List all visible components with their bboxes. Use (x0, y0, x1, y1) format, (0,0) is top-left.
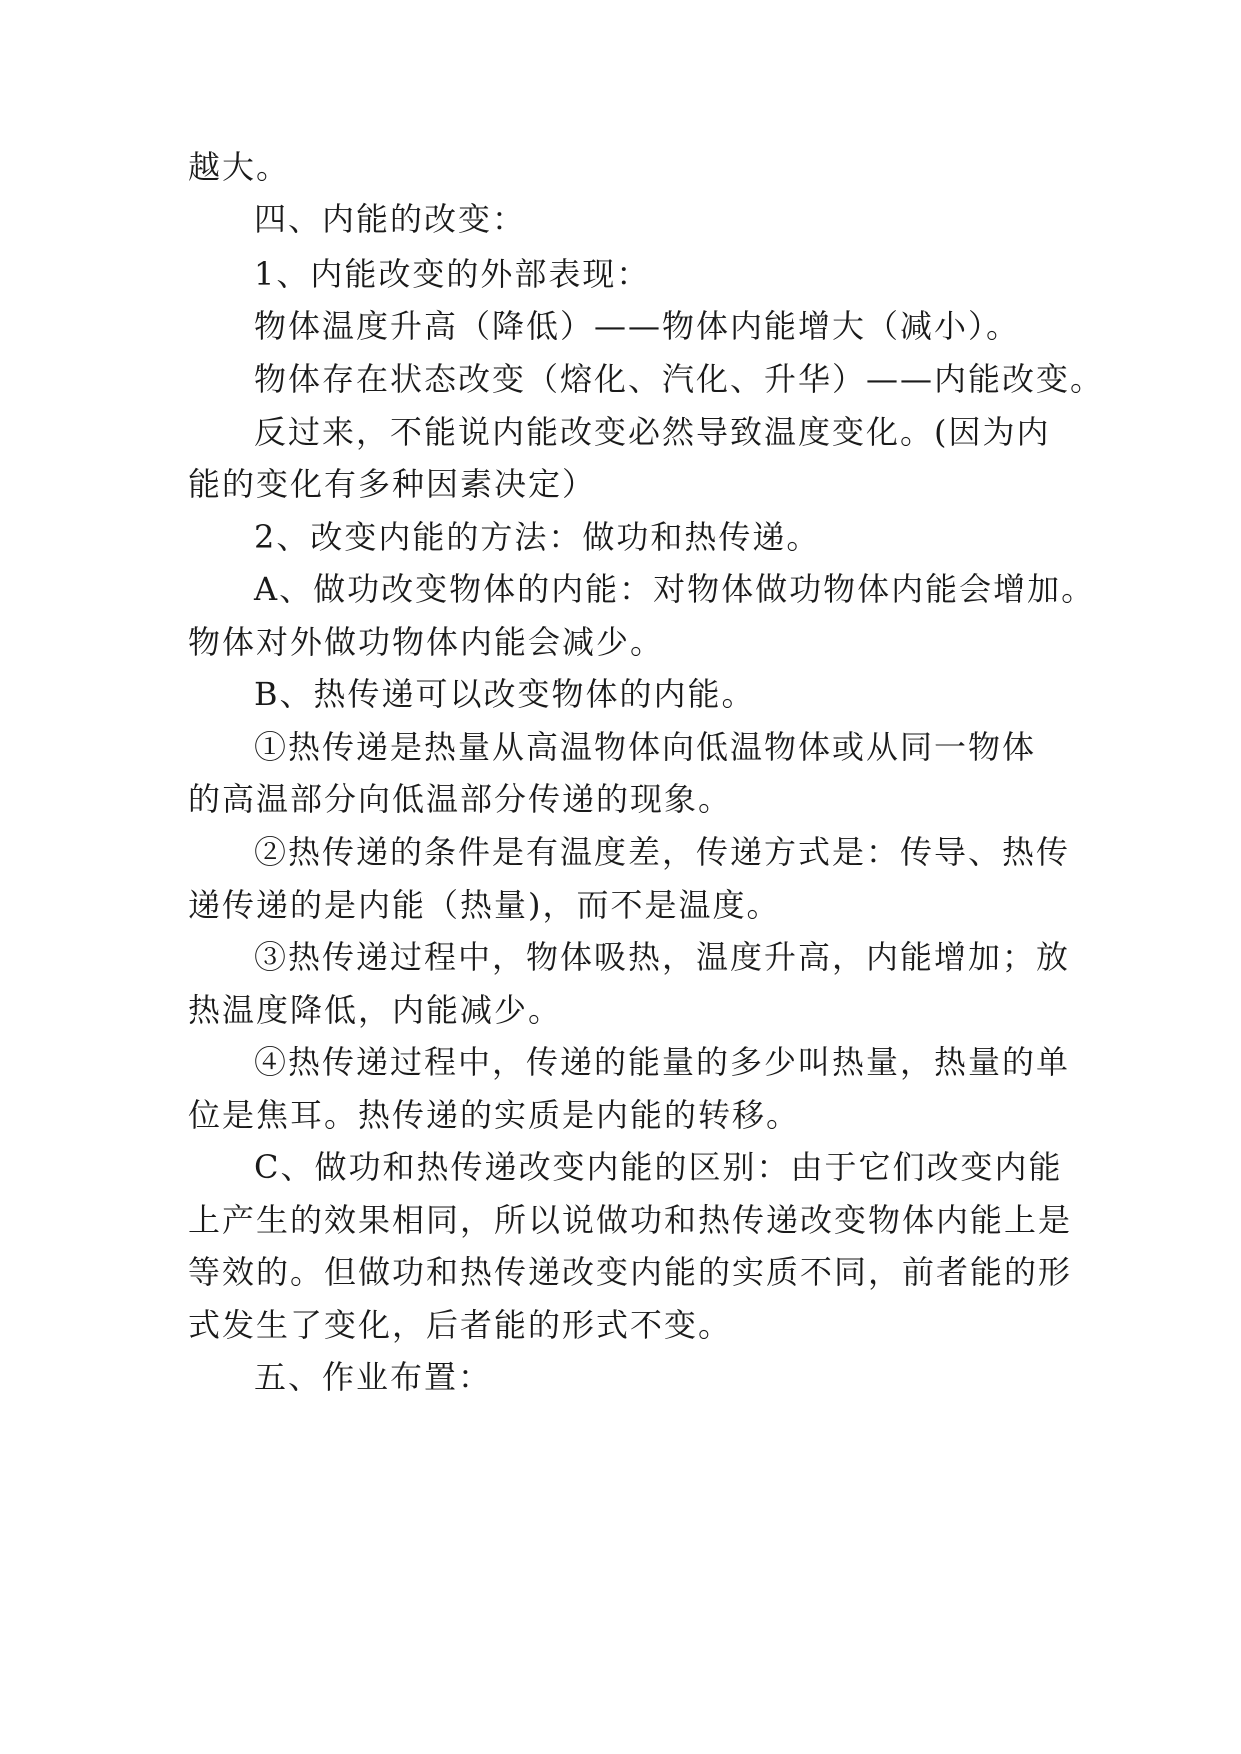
text-line: 物体温度升高（降低）——物体内能增大（减小）。 (254, 307, 1021, 345)
text-line: C、做功和热传递改变内能的区别：由于它们改变内能 (254, 1148, 1063, 1186)
text-line: 上产生的效果相同，所以说做功和热传递改变物体内能上是 (188, 1201, 1073, 1239)
text-line: 等效的。但做功和热传递改变内能的实质不同，前者能的形 (188, 1253, 1073, 1291)
text-line: 物体存在状态改变（熔化、汽化、升华）——内能改变。 (254, 360, 1105, 398)
subsection-heading: 1、内能改变的外部表现： (254, 255, 651, 293)
text-line: 越大。 (188, 148, 291, 186)
section-heading: 四、内能的改变： (254, 200, 527, 238)
text-line: 位是焦耳。热传递的实质是内能的转移。 (188, 1096, 801, 1134)
text-line: 热温度降低，内能减少。 (188, 991, 563, 1029)
text-line: 式发生了变化，后者能的形式不变。 (188, 1306, 733, 1344)
text-line: ①热传递是热量从高温物体向低温物体或从同一物体 (254, 728, 1037, 766)
subsection-heading: 2、改变内能的方法：做功和热传递。 (254, 518, 821, 556)
text-line: ③热传递过程中，物体吸热，温度升高，内能增加；放 (254, 938, 1071, 976)
text-line: ②热传递的条件是有温度差，传递方式是：传导、热传 (254, 833, 1071, 871)
section-heading: 五、作业布置： (254, 1358, 493, 1396)
text-line: 能的变化有多种因素决定） (188, 465, 597, 503)
text-line: A、做功改变物体的内能：对物体做功物体内能会增加。 (254, 570, 1096, 608)
text-line: 递传递的是内能（热量)，而不是温度。 (188, 886, 781, 924)
text-line: 物体对外做功物体内能会减少。 (188, 623, 665, 661)
text-line: B、热传递可以改变物体的内能。 (254, 675, 756, 713)
text-line: ④热传递过程中，传递的能量的多少叫热量，热量的单 (254, 1043, 1071, 1081)
text-line: 反过来，不能说内能改变必然导致温度变化。(因为内 (254, 413, 1051, 451)
text-line: 的高温部分向低温部分传递的现象。 (188, 780, 733, 818)
